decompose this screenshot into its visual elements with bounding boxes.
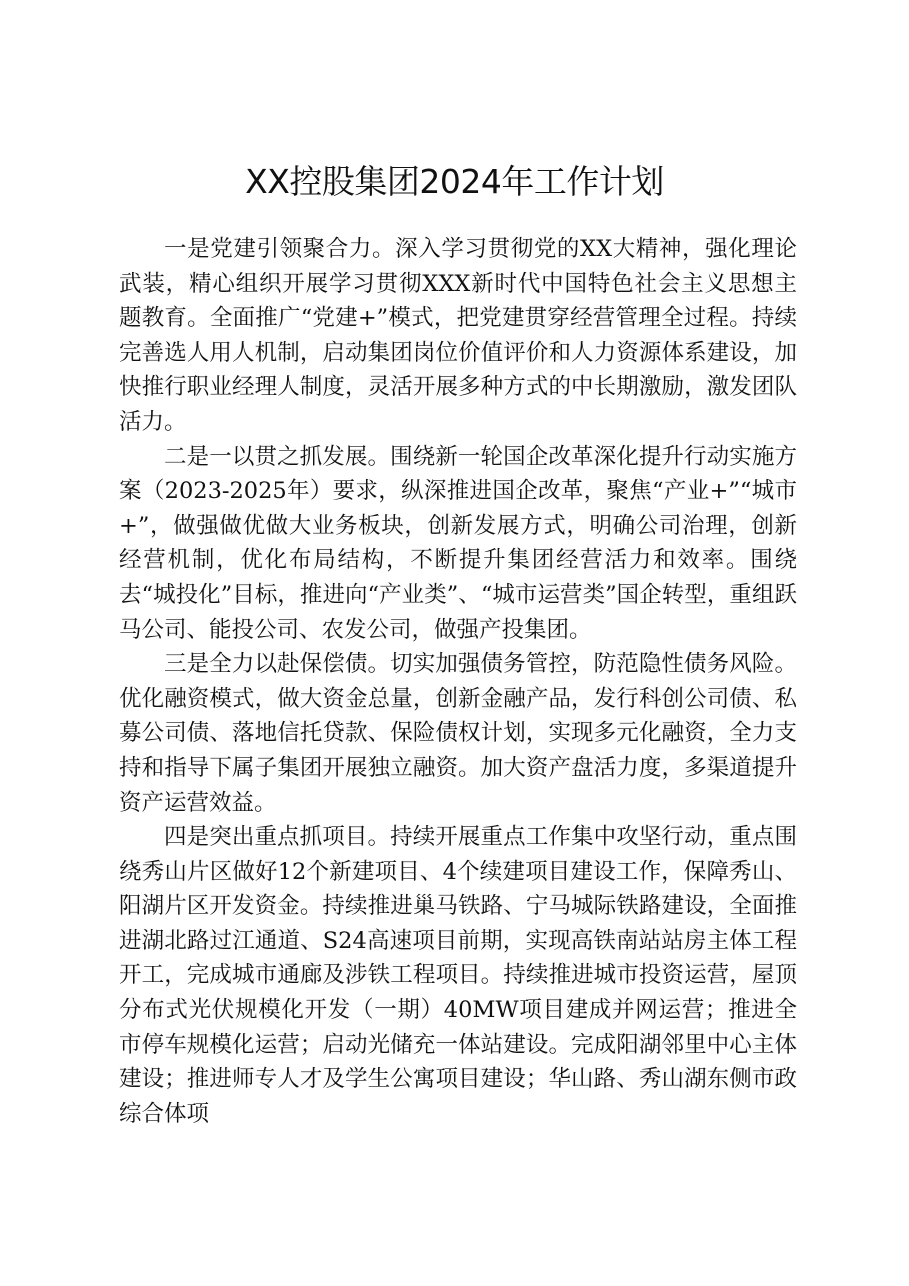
paragraph-development: 二是一以贯之抓发展。围绕新一轮国企改革深化提升行动实施方案（2023-2025年）要求，纵深推进国企改革，聚焦“产业+”“城市+”，做强做优做大业务板块，创新发展方式，明确公司治理，创新经营机制，优化布局结构，不断提升集团经营活力和效率。围绕去“城投化”目标，推进向“产业类”、“城市运营类”国企转型，重组跃马公司、能投公司、农发公司，做强产投集团。 [119, 443, 797, 643]
document-title: XX控股集团2024年工作计划 [245, 162, 664, 201]
paragraph-debt-repayment: 三是全力以赴保偿债。切实加强债务管控，防范隐性债务风险。优化融资模式，做大资金总量，创新金融产品，发行科创公司债、私募公司债、落地信托贷款、保险债权计划，实现多元化融资，全力支持和指导下属子集团开展独立融资。加大资产盘活力度，多渠道提升资产运营效益。 [119, 651, 797, 816]
paragraph-key-projects: 四是突出重点抓项目。持续开展重点工作集中攻坚行动，重点围绕秀山片区做好12个新建项目、4个续建项目建设工作，保障秀山、阳湖片区开发资金。持续推进巢马铁路、宁马城际铁路建设，全面推进湖北路过江通道、S24高速项目前期，实现高铁南站站房主体工程开工，完成城市通廊及涉铁工程项目。持续推进城市投资运营，屋顶分布式光伏规模化开发（一期）40MW项目建成并网运营；推进全市停车规模化运营；启动光储充一体站建设。完成阳湖邻里中心主体建设；推进师专人才及学生公寓项目建设；华山路、秀山湖东侧市政综合体项 [119, 824, 797, 1127]
document-body [119, 232, 797, 1131]
paragraph-party-building: 一是党建引领聚合力。深入学习贯彻党的XX大精神，强化理论武装，精心组织开展学习贯彻XXX新时代中国特色社会主义思想主题教育。全面推广“党建+”模式，把党建贯穿经营管理全过程。持续完善选人用人机制，启动集团岗位价值评价和人力资源体系建设，加快推行职业经理人制度，灵活开展多种方式的中长期激励，激发团队活力。 [119, 236, 797, 435]
